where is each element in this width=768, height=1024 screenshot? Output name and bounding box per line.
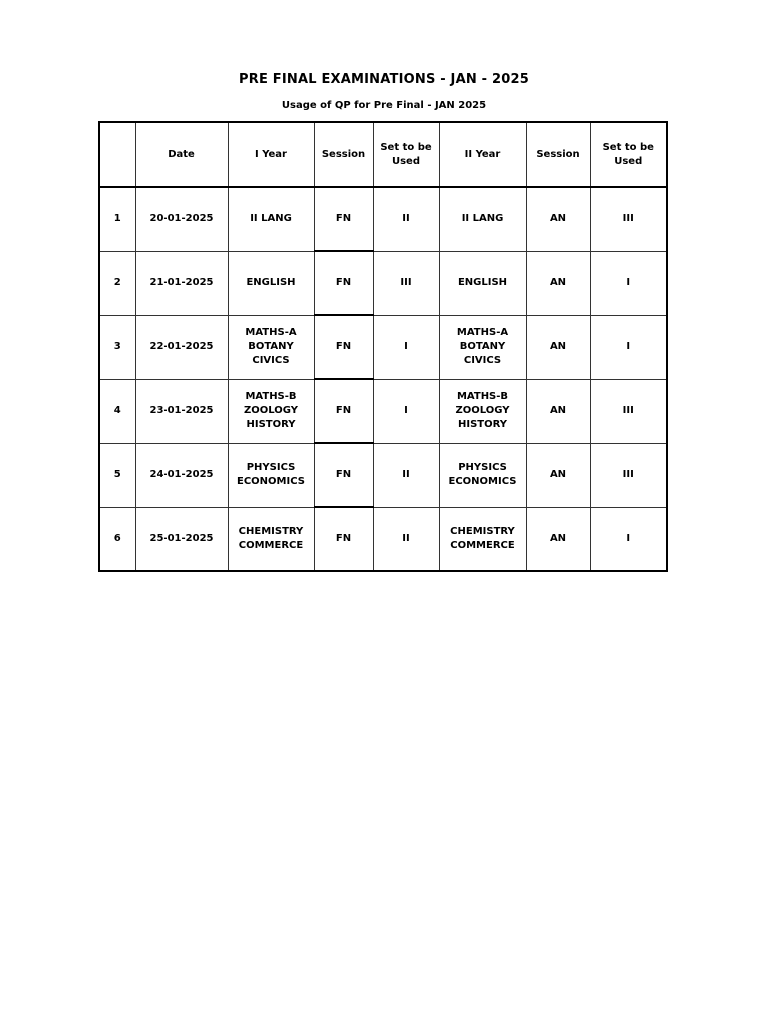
cell-ii-year-subjects: [439, 443, 526, 507]
subject-line: II LANG: [250, 213, 292, 225]
table-row: [99, 251, 667, 315]
cell-session-i-year: FN: [314, 443, 373, 507]
cell-set-ii-year: III: [590, 187, 667, 251]
subject-line: ZOOLOGY: [244, 405, 298, 416]
cell-set-i-year: II: [373, 443, 439, 507]
cell-serial: 2: [99, 251, 135, 315]
subject-line: ZOOLOGY: [455, 405, 510, 416]
subject-line: ENGLISH: [457, 277, 508, 288]
header-i-year: I Year: [228, 122, 314, 187]
table-row: [99, 379, 667, 443]
cell-date: 22-01-2025: [135, 315, 228, 379]
header-ii-year: II Year: [439, 122, 526, 187]
subject-line: II LANG: [461, 213, 504, 225]
cell-set-ii-year: III: [590, 379, 667, 443]
header-set-line-1: Set to be: [380, 141, 432, 153]
cell-serial: 1: [99, 187, 135, 251]
table-row: [99, 443, 667, 507]
cell-set-i-year: I: [373, 379, 439, 443]
subject-line: PHYSICS: [458, 462, 507, 473]
subject-line: HISTORY: [246, 419, 296, 430]
cell-date: 21-01-2025: [135, 251, 228, 315]
cell-i-year-subjects: [228, 507, 314, 571]
table-row: [99, 187, 667, 251]
cell-i-year-subjects: [228, 187, 314, 251]
header-date: Date: [135, 122, 228, 187]
cell-date: 20-01-2025: [135, 187, 228, 251]
cell-session-i-year: FN: [314, 187, 373, 251]
subject-line: MATHS-A: [456, 327, 509, 338]
subject-line: ENGLISH: [246, 277, 296, 288]
subject-line: COMMERCE: [238, 539, 304, 551]
exam-schedule-table: [98, 121, 668, 572]
table-row: [99, 315, 667, 379]
header-set-line-2: Used: [391, 155, 420, 167]
subject-line: MATHS-B: [456, 391, 509, 402]
cell-set-ii-year: III: [590, 443, 667, 507]
subject-line: CIVICS: [252, 355, 290, 366]
subject-line: BOTANY: [248, 341, 294, 352]
cell-ii-year-subjects: [439, 379, 526, 443]
header-set-line-2: Used: [614, 155, 643, 167]
table-row: [99, 507, 667, 571]
cell-set-ii-year: I: [590, 251, 667, 315]
cell-ii-year-subjects: [439, 507, 526, 571]
cell-set-ii-year: I: [590, 315, 667, 379]
cell-session-ii-year: AN: [526, 443, 590, 507]
cell-ii-year-subjects: [439, 251, 526, 315]
cell-session-ii-year: AN: [526, 315, 590, 379]
cell-set-ii-year: I: [590, 507, 667, 571]
cell-date: 25-01-2025: [135, 507, 228, 571]
subject-line: MATHS-A: [245, 327, 297, 338]
document-subtitle: Usage of QP for Pre Final - JAN 2025: [281, 100, 487, 111]
subject-line: HISTORY: [457, 419, 507, 430]
subject-line: ECONOMICS: [237, 476, 305, 487]
cell-ii-year-subjects: [439, 315, 526, 379]
subject-line: ECONOMICS: [448, 476, 517, 487]
header-session-i-year: Session: [314, 122, 373, 187]
cell-session-ii-year: AN: [526, 379, 590, 443]
cell-i-year-subjects: [228, 379, 314, 443]
table-body: [99, 187, 667, 571]
cell-serial: 5: [99, 443, 135, 507]
subject-line: PHYSICS: [246, 462, 296, 473]
cell-session-i-year: FN: [314, 379, 373, 443]
cell-i-year-subjects: [228, 315, 314, 379]
cell-set-i-year: II: [373, 187, 439, 251]
cell-date: 23-01-2025: [135, 379, 228, 443]
cell-session-i-year: FN: [314, 507, 373, 571]
table-header-row: [99, 122, 667, 187]
cell-set-i-year: I: [373, 315, 439, 379]
subject-line: CIVICS: [463, 355, 502, 366]
header-set-i-year: [373, 122, 439, 187]
cell-serial: 6: [99, 507, 135, 571]
subject-line: CHEMISTRY: [238, 525, 304, 537]
subject-line: CHEMISTRY: [450, 525, 515, 537]
cell-set-i-year: II: [373, 507, 439, 571]
cell-i-year-subjects: [228, 443, 314, 507]
header-serial: [99, 122, 135, 187]
cell-serial: 3: [99, 315, 135, 379]
cell-ii-year-subjects: [439, 187, 526, 251]
cell-i-year-subjects: [228, 251, 314, 315]
header-set-line-1: Set to be: [602, 141, 654, 153]
header-set-ii-year: [590, 122, 667, 187]
cell-session-ii-year: AN: [526, 507, 590, 571]
subject-line: BOTANY: [459, 341, 506, 352]
cell-session-i-year: FN: [314, 251, 373, 315]
document-title: PRE FINAL EXAMINATIONS - JAN - 2025: [239, 72, 529, 87]
cell-session-ii-year: AN: [526, 187, 590, 251]
cell-date: 24-01-2025: [135, 443, 228, 507]
cell-set-i-year: III: [373, 251, 439, 315]
cell-session-i-year: FN: [314, 315, 373, 379]
cell-serial: 4: [99, 379, 135, 443]
subject-line: MATHS-B: [245, 391, 297, 402]
header-session-ii-year: Session: [526, 122, 590, 187]
cell-session-ii-year: AN: [526, 251, 590, 315]
subject-line: COMMERCE: [450, 539, 515, 551]
